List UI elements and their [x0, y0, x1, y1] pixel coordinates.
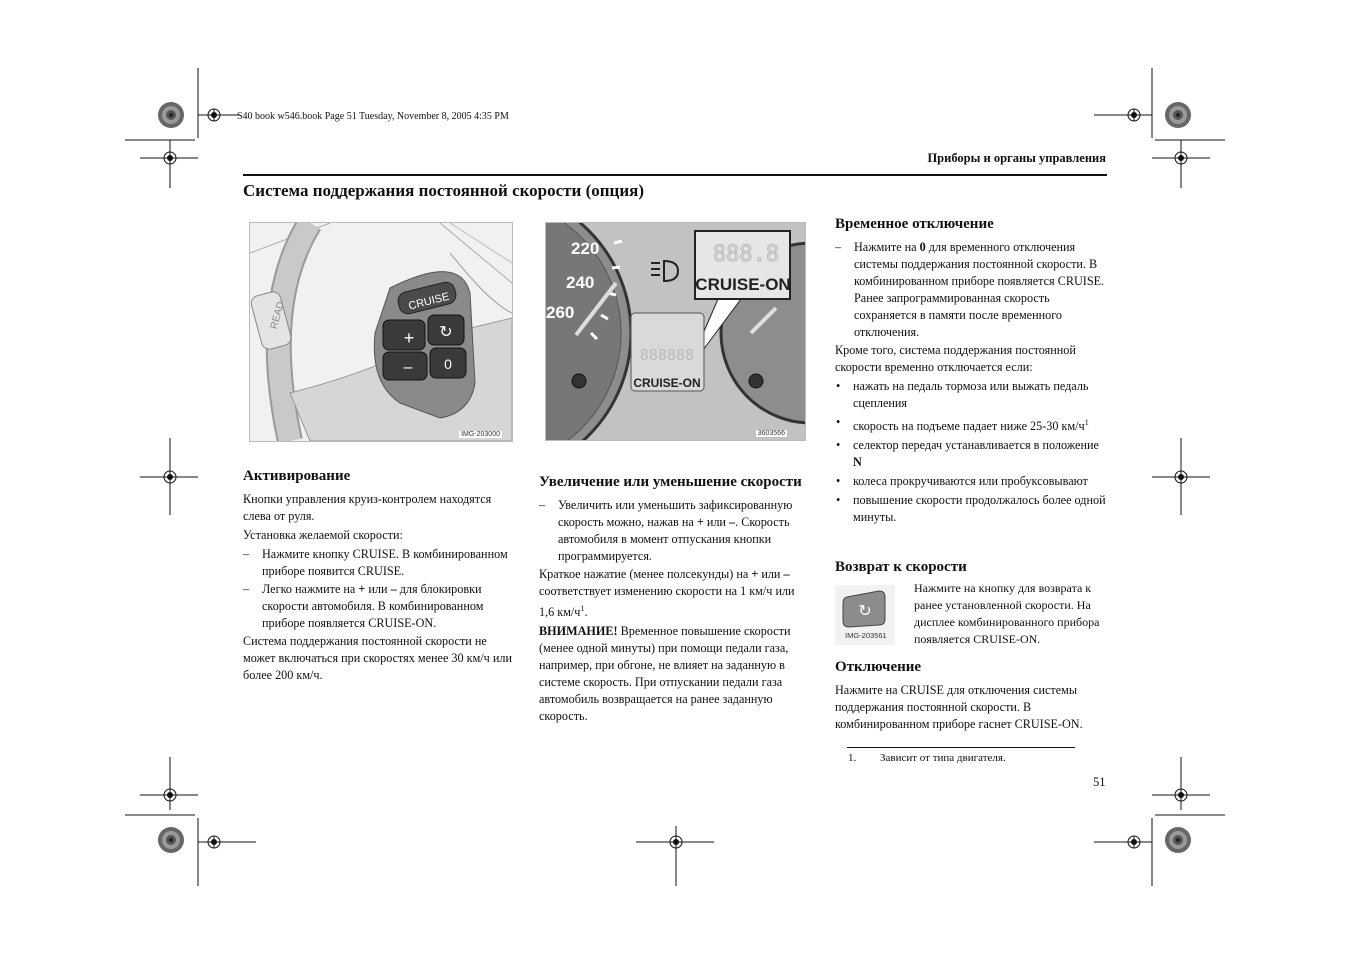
page-number: 51	[1093, 775, 1106, 789]
steering-wheel-figure	[249, 222, 513, 442]
resume-heading: Возврат к скорости	[835, 559, 967, 575]
speed-mark-220: 220	[571, 239, 600, 258]
svg-text:CRUISE: CRUISE	[407, 290, 451, 313]
temporary-off-section	[835, 215, 1107, 528]
footnote-rule	[847, 747, 1075, 748]
resume-text-block	[914, 580, 1108, 650]
section-title: Приборы и органы управления	[927, 151, 1106, 165]
resume-button-figure	[835, 585, 895, 645]
list-item: – Увеличить или уменьшить зафиксированную скорость можно, нажав на + или –. Скорость автомобиля в момент отпускания кнопки программируется.	[539, 498, 793, 563]
off-heading: Отключение	[835, 659, 922, 675]
svg-text:READ: READ	[268, 300, 287, 331]
figure-label: 3603566	[757, 430, 785, 437]
display-digits: 888888	[639, 346, 695, 364]
speed-change-heading: Увеличение или уменьшение скорости	[539, 474, 802, 490]
minus-button	[383, 352, 427, 380]
activation-section	[243, 467, 518, 686]
print-info: S40 book w546.book Page 51 Tuesday, November 8, 2005 4:35 PM	[237, 111, 509, 122]
off-section	[835, 658, 1110, 735]
zoom-cruise-on: CRUISE-ON	[695, 275, 791, 294]
list-item: • скорость на подъеме падает ниже 25-30 $км/ч^1$	[836, 415, 1089, 433]
list-item: • повышение скорости продолжалось более одной минуты.	[836, 493, 1106, 524]
temporary-off-heading: Временное отключение	[835, 216, 994, 232]
activation-heading: Активирование	[243, 468, 351, 484]
zoom-digits: 888.8	[712, 242, 780, 267]
speed-mark-260: 260	[546, 303, 575, 322]
temporary-also: Кроме того, система поддержания постоянной скорости временно отключается если:	[835, 343, 1076, 374]
cluster-illustration	[546, 223, 805, 440]
display-cruise-on: CRUISE-ON	[633, 376, 701, 390]
resume-button	[428, 315, 464, 345]
speed-mark-240: 240	[566, 273, 595, 292]
list-item: • колеса прокручиваются или пробуксовывают	[836, 474, 1088, 488]
figure-label: IMG-203000	[461, 431, 500, 438]
svg-text:↻: ↻	[858, 601, 872, 620]
svg-text:+: +	[403, 328, 415, 348]
list-item: – Легко нажмите на + или – для блокировки скорости автомобиля. В комбинированном приборе появляется CRUISE-ON.	[243, 582, 484, 630]
resume-icon-label: IMG-203561	[845, 631, 887, 640]
list-item: • нажать на педаль тормоза или выжать педаль сцепления	[836, 379, 1089, 410]
svg-text:0: 0	[444, 356, 452, 372]
footnote: 1. Зависит от типа двигателя.	[848, 752, 1006, 764]
list-item: • селектор передач устанавливается в положение N	[836, 438, 1099, 469]
svg-text:↻: ↻	[439, 322, 453, 341]
list-item: – Нажмите кнопку CRUISE. В комбинированном приборе появится CRUISE.	[243, 547, 508, 578]
warning-text: ВНИМАНИЕ! Временное повышение скорости (менее одной минуты) при помощи педали газа, например, при обгоне, не влияет на заданную в системе скорость. При отпускании педали газа автомобиль возвращается на ранее заданную скорость.	[539, 624, 791, 723]
resume-text: Нажмите на кнопку для возврата к ранее установленной скорости. На дисплее комбинированного прибора появляется CRUISE-ON.	[914, 581, 1100, 646]
instrument-cluster-figure	[545, 222, 806, 441]
steering-wheel-illustration	[250, 223, 512, 441]
svg-text:–: –	[403, 359, 413, 376]
speed-change-section	[539, 473, 809, 727]
off-text: Нажмите на CRUISE для отключения системы поддержания постоянной скорости. В комбинированном приборе гаснет CRUISE-ON.	[835, 683, 1083, 731]
zero-button	[430, 348, 466, 378]
activation-intro: Кнопки управления круиз-контролем находятся слева от руля.	[243, 492, 492, 523]
activation-setup: Установка желаемой скорости:	[243, 528, 403, 542]
activation-note: Система поддержания постоянной скорости не может включаться при скоростях менее 30 км/ч или более 200 км/ч.	[243, 634, 512, 682]
page-title: Система поддержания постоянной скорости (опция)	[243, 181, 644, 200]
header-rule	[243, 174, 1107, 176]
list-item: – Нажмите на 0 для временного отключения системы поддержания постоянной скорости. В комбинированном приборе появляется CRUISE. Ранее запрограммированная скорость сохраняется в памяти после временного отключения.	[835, 240, 1105, 339]
short-press-text: Краткое нажатие (менее полсекунды) на + или – соответствует изменению скорости на 1 км/ч или 1,6 $км/ч^1$.	[539, 567, 795, 619]
plus-button	[383, 320, 425, 350]
resume-heading-block	[835, 558, 1107, 582]
